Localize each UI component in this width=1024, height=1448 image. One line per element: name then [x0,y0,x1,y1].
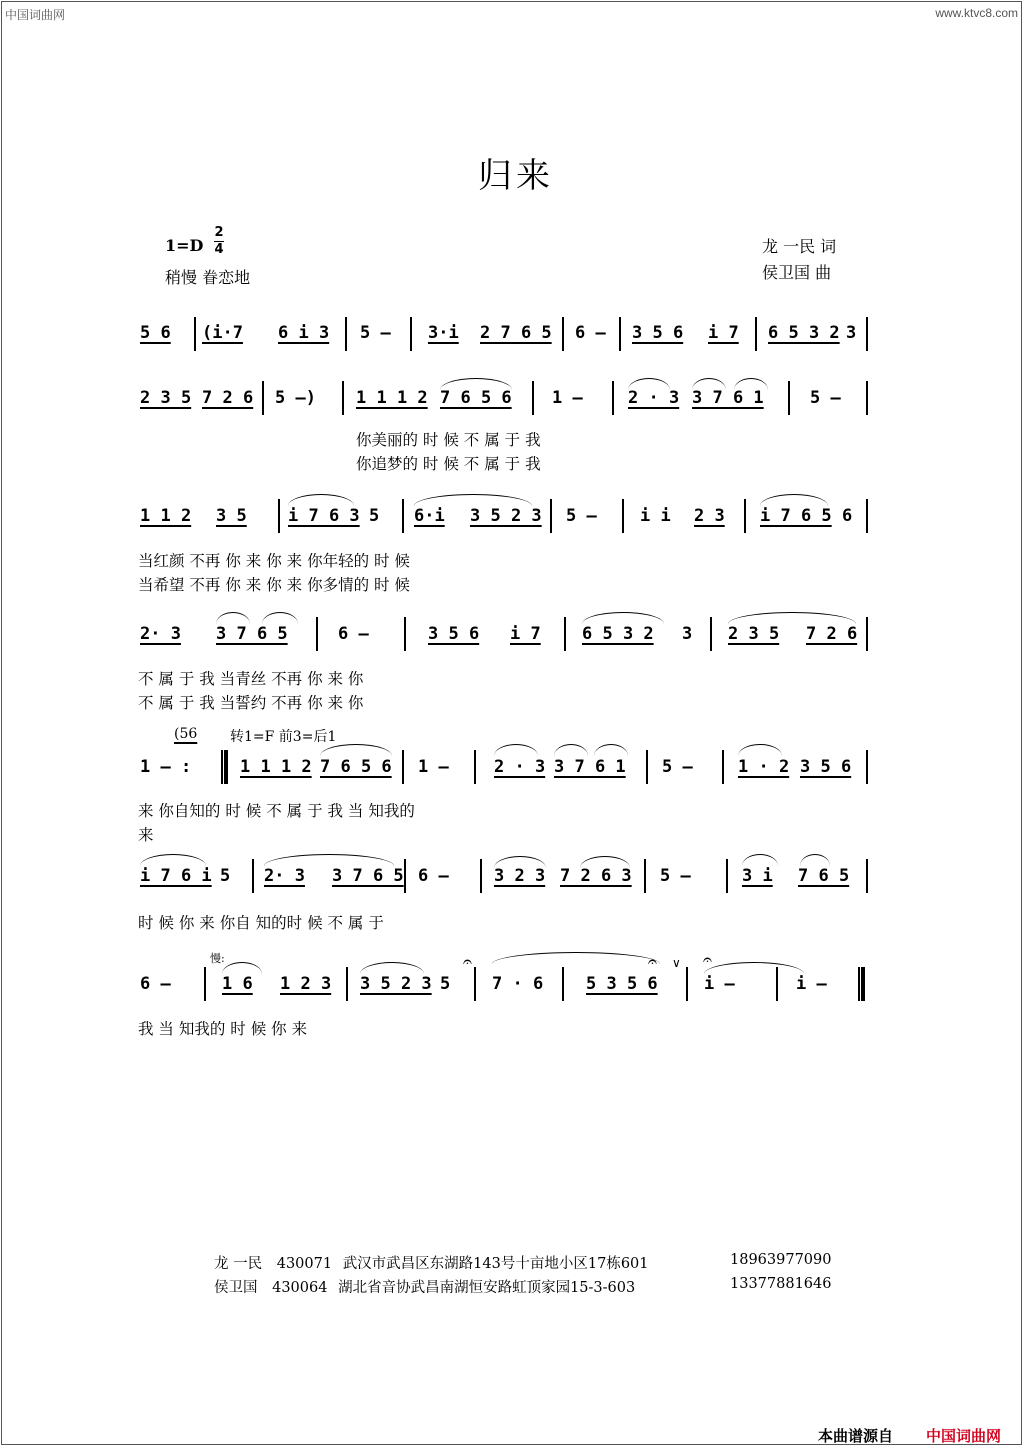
barline [252,859,254,893]
barline [562,967,564,1001]
time-denominator: 4 [214,242,224,257]
note-group: 3 5 2 3 [470,506,542,526]
note-group: 2 3 5 [728,624,780,644]
barline [262,381,264,415]
barline [755,317,757,351]
barline [194,317,196,351]
note-group: 3 5 6 [800,757,852,777]
note-group: i 7 6 3 [288,506,360,526]
note-group: 2 7 6 5 [480,323,552,343]
fermata-icon: 𝄐 [648,952,657,971]
note-group: 5 [440,974,451,994]
note-group: i 7 [510,624,541,644]
barline [866,859,868,893]
final-barline [858,967,865,1001]
note-group: 6 [842,506,853,526]
barline [402,750,404,784]
note-group: 6 i 3 [278,323,330,343]
note-group: 5 6 [140,323,171,343]
barline [722,750,724,784]
watermark-left: 中国词曲网 [5,8,66,22]
contact-zip: 430064 [272,1280,328,1296]
contact-phone: 13377881646 [730,1276,832,1292]
lyric-verse-1: 时 候 你 来 你自 知的时 候 不 属 于 [138,914,384,932]
barline [646,750,648,784]
breath-mark-icon: ∨ [672,956,681,970]
time-numerator: 2 [214,225,224,240]
note-group: 7 2 6 [806,624,858,644]
note-group: i 7 6 5 [760,506,832,526]
note-group: 1 1 1 2 [356,388,428,408]
lyric-verse-2: 你追梦的 时 候 不 属 于 我 [356,455,541,473]
note-group: 1 – [418,757,449,777]
barline [562,317,564,351]
lyric-verse-1: 来 你自知的 时 候 不 属 于 我 当 知我的 [138,802,415,820]
barline [619,317,621,351]
note-group: 6 – [338,624,369,644]
barline [342,381,344,415]
note-group: 3 [846,323,857,343]
note-group: 1 1 1 2 [240,757,312,777]
note-group: 6 5 3 2 [582,624,654,644]
contact-name: 侯卫国 [214,1280,258,1296]
lyric-verse-1: 我 当 知我的 时 候 你 来 [138,1020,308,1038]
interlude-marker: (56 [174,726,198,742]
barline [402,499,404,533]
note-group: 3 5 [216,506,247,526]
repeat-end-barline [221,750,228,784]
barline [744,499,746,533]
note-group: 7 6 5 6 [320,757,392,777]
note-group: 3 i [742,866,773,886]
note-group: 3 5 2 3 [360,974,432,994]
note-group: 1 – : [140,757,192,777]
note-group: 3 7 6 1 [692,388,764,408]
lyricist-credit: 龙 一民 词 [762,237,837,256]
barline [474,967,476,1001]
lyric-verse-1: 当红颜 不再 你 来 你 来 你年轻的 时 候 [138,552,410,570]
note-group: 2 3 5 [140,388,192,408]
barline [404,617,406,651]
note-group: 3 [682,624,693,644]
footer-source-label: 本曲谱源自 [818,1427,894,1445]
barline [404,859,406,893]
note-group: 1 6 [222,974,253,994]
contact-row-2 [214,1276,635,1297]
barline [866,617,868,651]
note-group: 3·i [428,323,459,343]
barline [710,617,712,651]
page-frame [1,1,1022,1445]
contact-zip: 430071 [276,1256,333,1272]
barline [788,381,790,415]
note-group: 2· 3 [140,624,181,644]
note-group: 3 2 3 [494,866,546,886]
barline [776,967,778,1001]
note-group: 7 6 5 [798,866,850,886]
composer-credit: 侯卫国 曲 [762,263,832,282]
contact-address: 湖北省音协武昌南湖恒安路虹顶家园15-3-603 [338,1280,636,1296]
note-group: 2 · 3 [494,757,546,777]
note-group: 7 2 6 [202,388,254,408]
barline [410,317,412,351]
contact-name: 龙 一民 [214,1256,263,1272]
barline [644,859,646,893]
note-group: 6 – [418,866,449,886]
barline [532,381,534,415]
barline [866,317,868,351]
fermata-icon: 𝄐 [703,950,712,969]
note-group: 3 5 6 [428,624,480,644]
barline [866,381,868,415]
note-group: 6·i [414,506,445,526]
key-signature: 1=D [165,236,204,255]
lyric-verse-1: 不 属 于 我 当青丝 不再 你 来 你 [138,670,364,688]
barline [866,499,868,533]
note-group: 7 2 6 3 [560,866,632,886]
contact-phone: 18963977090 [730,1252,832,1268]
note-group: 3 7 6 5 [216,624,288,644]
note-group: 1 · 2 [738,757,790,777]
barline [686,967,688,1001]
note-group: 6 5 3 2 [768,323,840,343]
fermata-icon: 𝄐 [463,952,472,971]
note-group: 5 – [660,866,691,886]
time-signature [214,226,224,257]
note-group: 6 – [575,323,606,343]
note-group: 5 – [810,388,841,408]
lyric-verse-2: 当希望 不再 你 来 你 来 你多情的 时 候 [138,576,410,594]
barline [612,381,614,415]
note-group: 7 6 5 6 [440,388,512,408]
tempo-marking: 稍慢 眷恋地 [165,268,251,287]
lyric-verse-2: 不 属 于 我 当誓约 不再 你 来 你 [138,694,364,712]
note-group: i – [796,974,827,994]
footer-site-link[interactable]: 中国词曲网 [926,1427,1002,1445]
note-group: 1 – [552,388,583,408]
note-group: 2· 3 [264,866,305,886]
note-group: 7 · 6 [492,974,544,994]
modulation-marker: 转1=F 前3=后1 [230,729,337,745]
note-group: 1 1 2 [140,506,192,526]
note-group: 5 – [566,506,597,526]
note-group: 5 – [662,757,693,777]
barline [345,317,347,351]
watermark-right: www.ktvc8.com [935,6,1018,20]
lyric-verse-2: 来 [138,826,154,844]
note-group: 6 – [140,974,171,994]
note-group: 5 – [360,323,391,343]
note-group: 2 · 3 [628,388,680,408]
note-group: 3 7 6 5 [332,866,404,886]
barline [866,750,868,784]
note-group: 5 3 5 6 [586,974,658,994]
barline [346,967,348,1001]
note-group: 5 [220,866,231,886]
note-group: i 7 [708,323,739,343]
page-title: 归来 [478,156,554,196]
barline [278,499,280,533]
barline [204,967,206,1001]
lyric-verse-1: 你美丽的 时 候 不 属 于 我 [356,431,541,449]
note-group: 1 2 3 [280,974,332,994]
note-group: 5 –) [275,388,316,408]
contact-row-1 [214,1252,649,1273]
note-group: (i·7 [202,323,243,343]
note-group: 3 7 6 1 [554,757,626,777]
note-group: 3 5 6 [632,323,684,343]
barline [726,859,728,893]
note-group: 2 3 [694,506,725,526]
note-group: 5 [369,506,380,526]
barline [550,499,552,533]
contact-address: 武汉市武昌区东湖路143号十亩地小区17栋601 [342,1256,649,1272]
slow-marker: 慢: [210,952,225,965]
barline [474,750,476,784]
barline [480,859,482,893]
note-group: i i [640,506,671,526]
note-group: i – [704,974,735,994]
barline [564,617,566,651]
note-group: i 7 6 i [140,866,212,886]
barline [316,617,318,651]
barline [622,499,624,533]
